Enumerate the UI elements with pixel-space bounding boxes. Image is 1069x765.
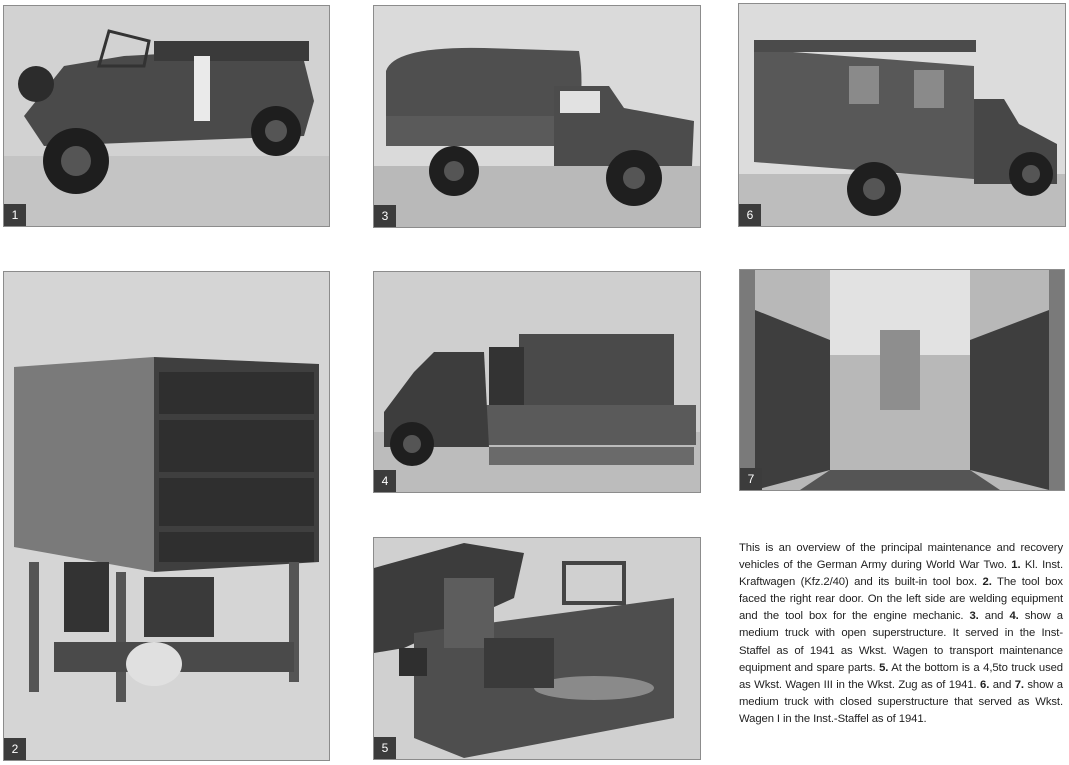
photo-6-box-truck [738, 3, 1066, 227]
covered-truck-image [374, 6, 700, 227]
caption-ref-3: 3. [969, 610, 979, 623]
caption-ref-7: 7. [1014, 678, 1024, 691]
photo-number: 1 [4, 204, 26, 226]
photo-number: 4 [374, 470, 396, 492]
caption-ref-6: 6. [980, 678, 990, 691]
photo-1-kfz-car [3, 5, 330, 227]
photo-4-open-truck [373, 271, 701, 493]
photo-number: 7 [740, 468, 762, 490]
caption-ref-5: 5. [879, 661, 889, 674]
photo-3-covered-truck [373, 5, 701, 228]
tool-box-image [4, 272, 329, 760]
kfz-car-image [4, 6, 329, 226]
caption-segment: Kl. Inst. Kraftwagen (Kfz.2/40) and its built-in tool box. [739, 559, 1063, 589]
caption-segment: This is an overview of the principal maintenance and recovery vehicles of the German Army during World War Two. [739, 542, 1063, 572]
box-truck-image [739, 4, 1065, 226]
photo-number: 6 [739, 204, 761, 226]
caption-ref-1: 1. [1011, 559, 1021, 572]
photo-2-tool-box [3, 271, 330, 761]
caption-ref-2: 2. [982, 576, 992, 589]
caption-segment: show a medium truck with closed superstructure that served as Wkst. Wagen I in the Inst.-Staffel as of 1941. [739, 678, 1063, 725]
caption-segment: and [978, 610, 1010, 623]
caption-segment: At the bottom is a 4,5to truck used as Wkst. Wagen III in the Wkst. Zug as of 1941. [739, 661, 1063, 691]
photo-number: 3 [374, 205, 396, 227]
photo-number: 5 [374, 737, 396, 759]
caption-segment: The tool box faced the right rear door. On the left side are welding equipment and the tool box for the engine mechanic. [739, 576, 1063, 623]
open-truck-image [374, 272, 700, 492]
photo-5-workshop-truck [373, 537, 701, 760]
workshop-truck-image [374, 538, 700, 759]
photo-7-workshop-interior [739, 269, 1065, 491]
caption-ref-4: 4. [1009, 610, 1019, 623]
workshop-interior-image [740, 270, 1064, 490]
caption-text [739, 540, 1063, 728]
caption-segment: and [989, 678, 1015, 691]
photo-number: 2 [4, 738, 26, 760]
caption-segment: show a medium truck with open superstructure. It served in the Inst-Staffel as of 1941 as Wkst. Wagen to transport maintenance equipment and spare parts. [739, 610, 1063, 674]
